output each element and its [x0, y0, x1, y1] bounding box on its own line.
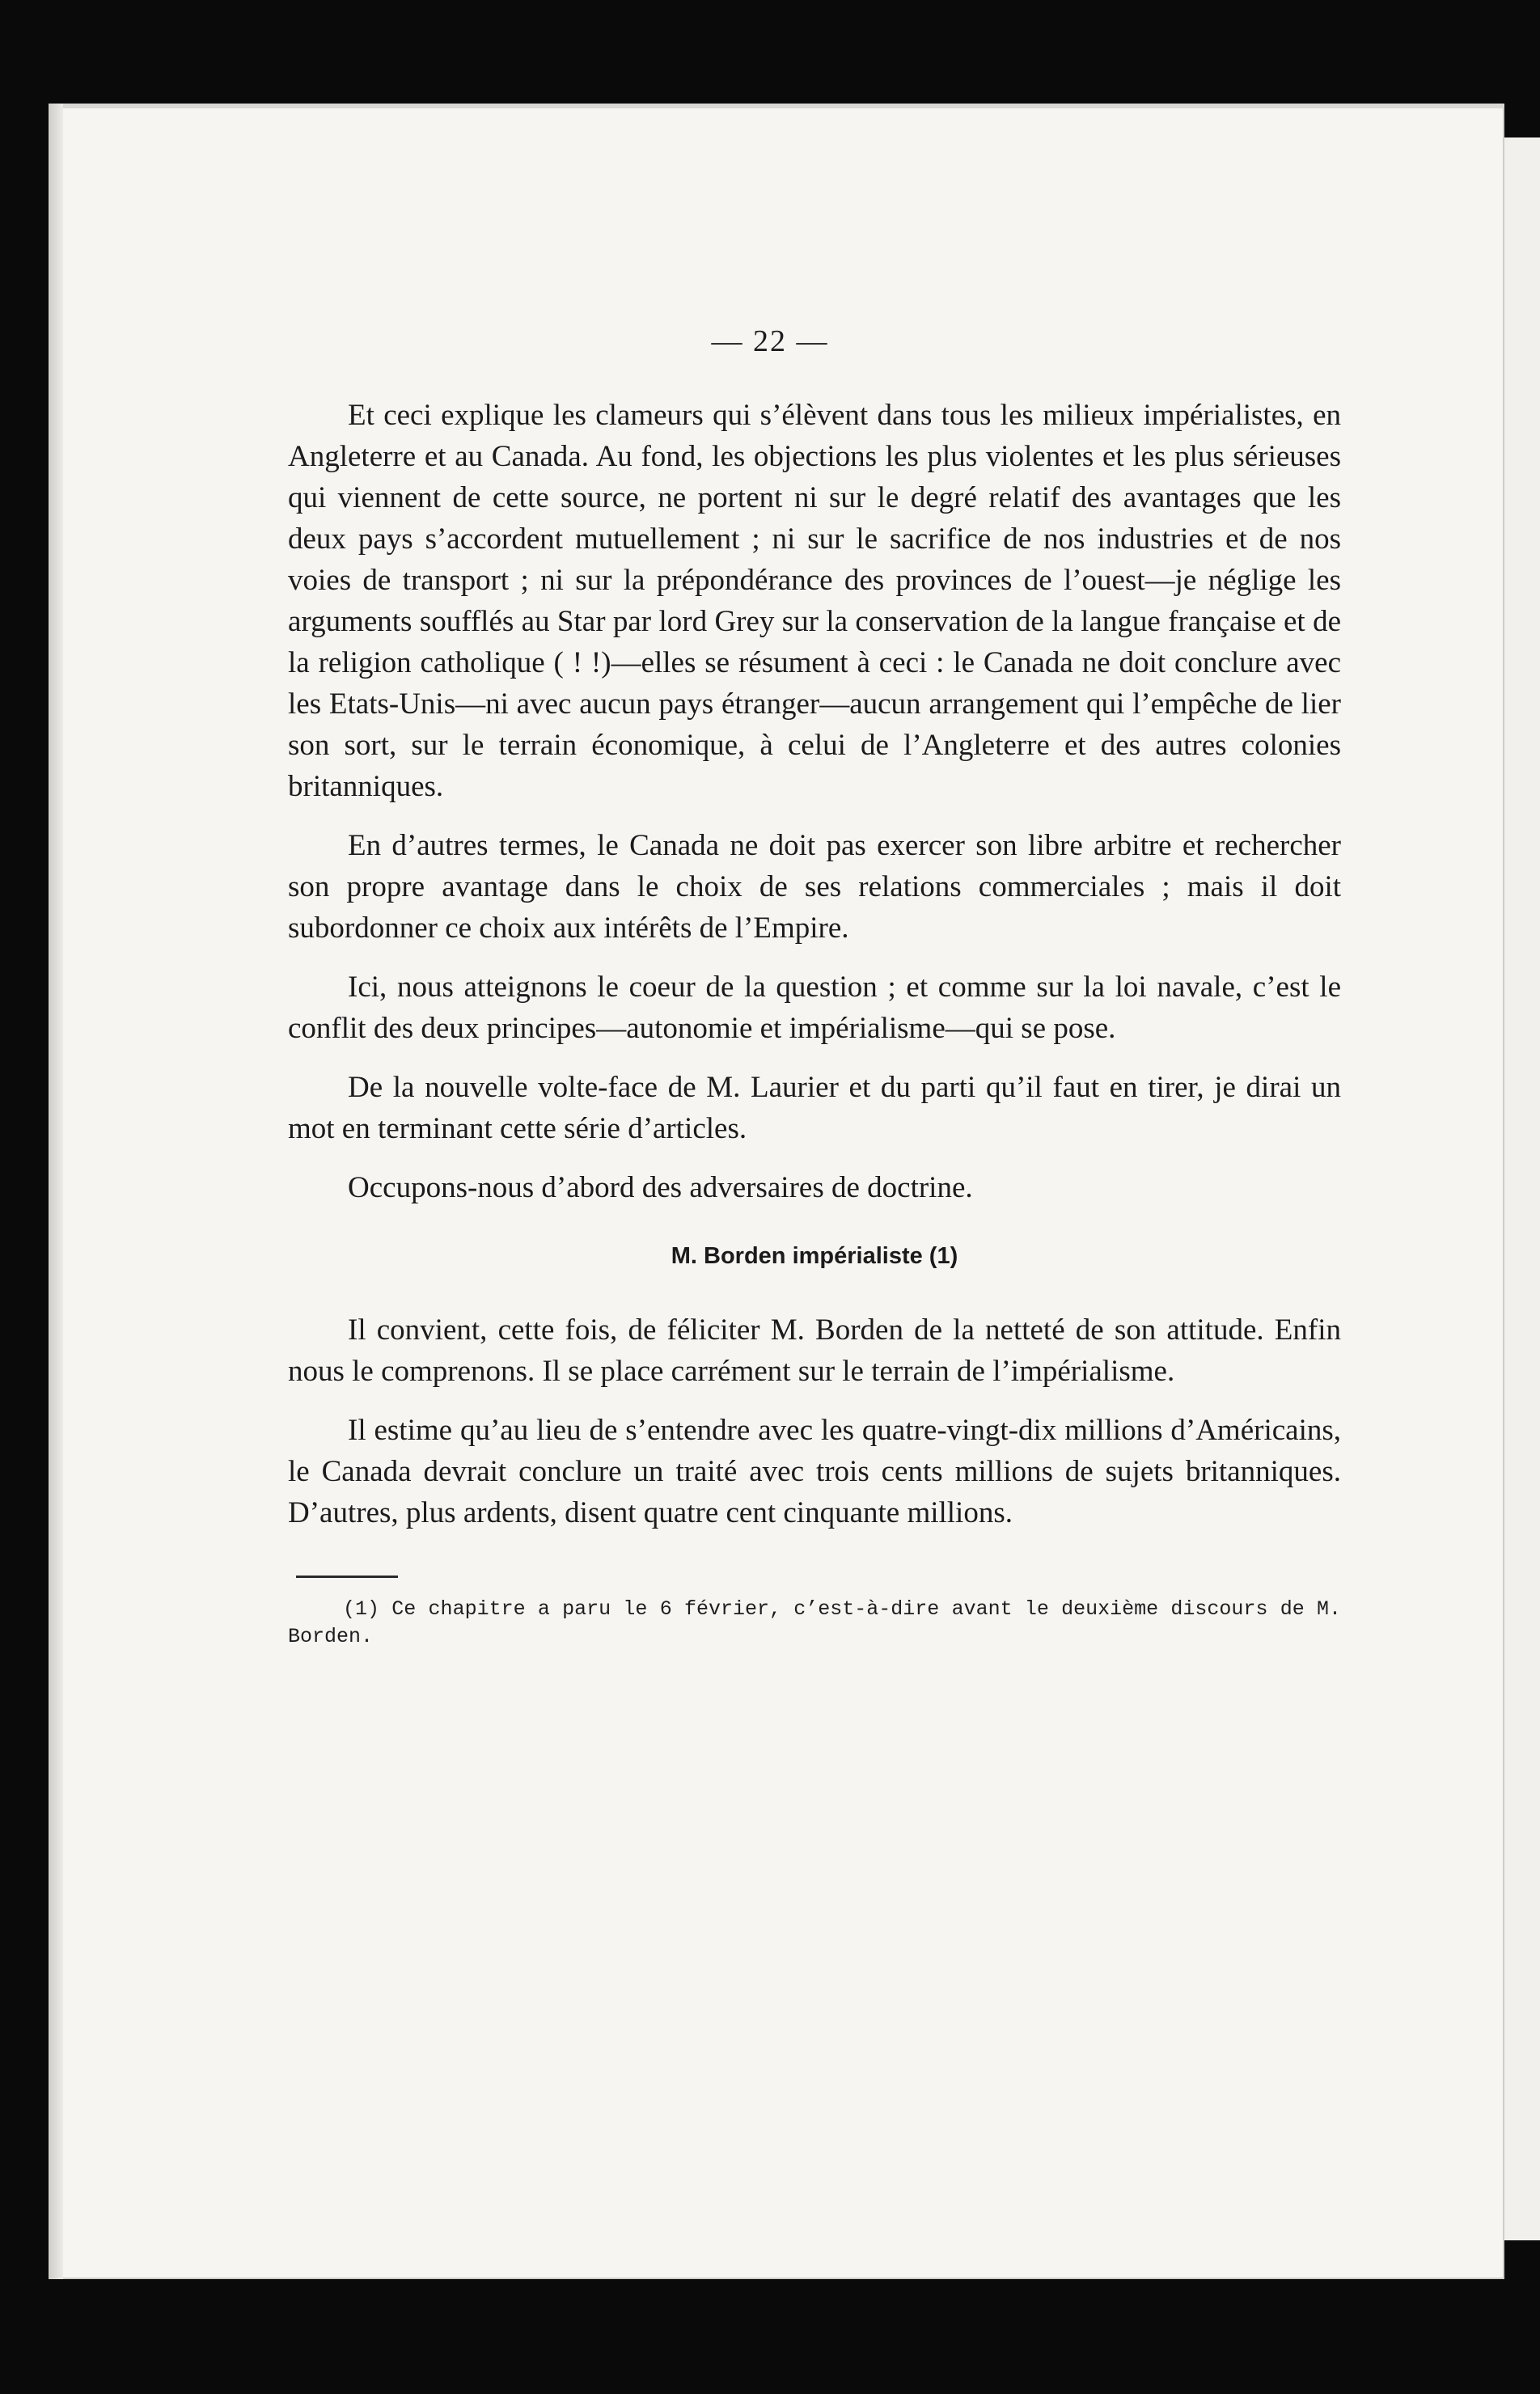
paragraph-1: Et ceci explique les clameurs qui s’élèvent dans tous les milieux impérialistes, en Angleterre et au Canada. Au fond, les objections les plus violentes et les plus sérieuses qui viennent de cette source, ne portent ni sur le degré relatif des avantages que les deux pays s’accordent mutuellement ; ni sur le sacrifice de nos industries et de nos voies de transport ; ni sur la prépondérance des provinces de l’ouest—je néglige les arguments soufflés au Star par lord Grey sur la conservation de la langue française et de la religion catholique ( ! !)—elles se résument à ceci : le Canada ne doit conclure avec les Etats-Unis—ni avec aucun pays étranger—aucun arrangement qui l’empêche de lier son sort, sur le terrain économique, à celui de l’Angleterre et des autres colonies britanniques. [288, 399, 1341, 803]
page-binding-shadow [49, 104, 63, 2279]
paragraph-7: Il estime qu’au lieu de s’entendre avec les quatre-vingt-dix millions d’Américains, le Canada devrait conclure un traité avec trois cents millions de sujets britanniques. D’autres, plus ardents, disent quatre cent cinquante millions. [288, 1414, 1341, 1529]
footnote-rule [296, 1576, 398, 1578]
paragraph-3: Ici, nous atteignons le coeur de la question ; et comme sur la loi navale, c’est le conflit des deux principes—autonomie et impérialisme—qui se pose. [288, 971, 1341, 1045]
body-text [288, 395, 1341, 1651]
paragraph-4: De la nouvelle volte-face de M. Laurier et du parti qu’il faut en tirer, je dirai un mot en terminant cette série d’articles. [288, 1071, 1341, 1145]
page-number: — 22 — [711, 324, 829, 358]
paragraph-6: Il convient, cette fois, de féliciter M. Borden de la netteté de son attitude. Enfin nous le comprenons. Il se place carrément sur le terrain de l’impérialisme. [288, 1313, 1341, 1388]
paragraph-2: En d’autres termes, le Canada ne doit pas exercer son libre arbitre et rechercher son propre avantage dans le choix de ses relations commerciales ; mais il doit subordonner ce choix aux intérêts de l’Empire. [288, 829, 1341, 945]
paragraph-5: Occupons-nous d’abord des adversaires de doctrine. [348, 1171, 973, 1204]
back-page-edge [1504, 137, 1540, 2240]
footnote: (1) Ce chapitre a paru le 6 février, c’est-à-dire avant le deuxième discours de M. Borden. [288, 1597, 1341, 1648]
section-heading: M. Borden impérialiste (1) [671, 1243, 958, 1269]
